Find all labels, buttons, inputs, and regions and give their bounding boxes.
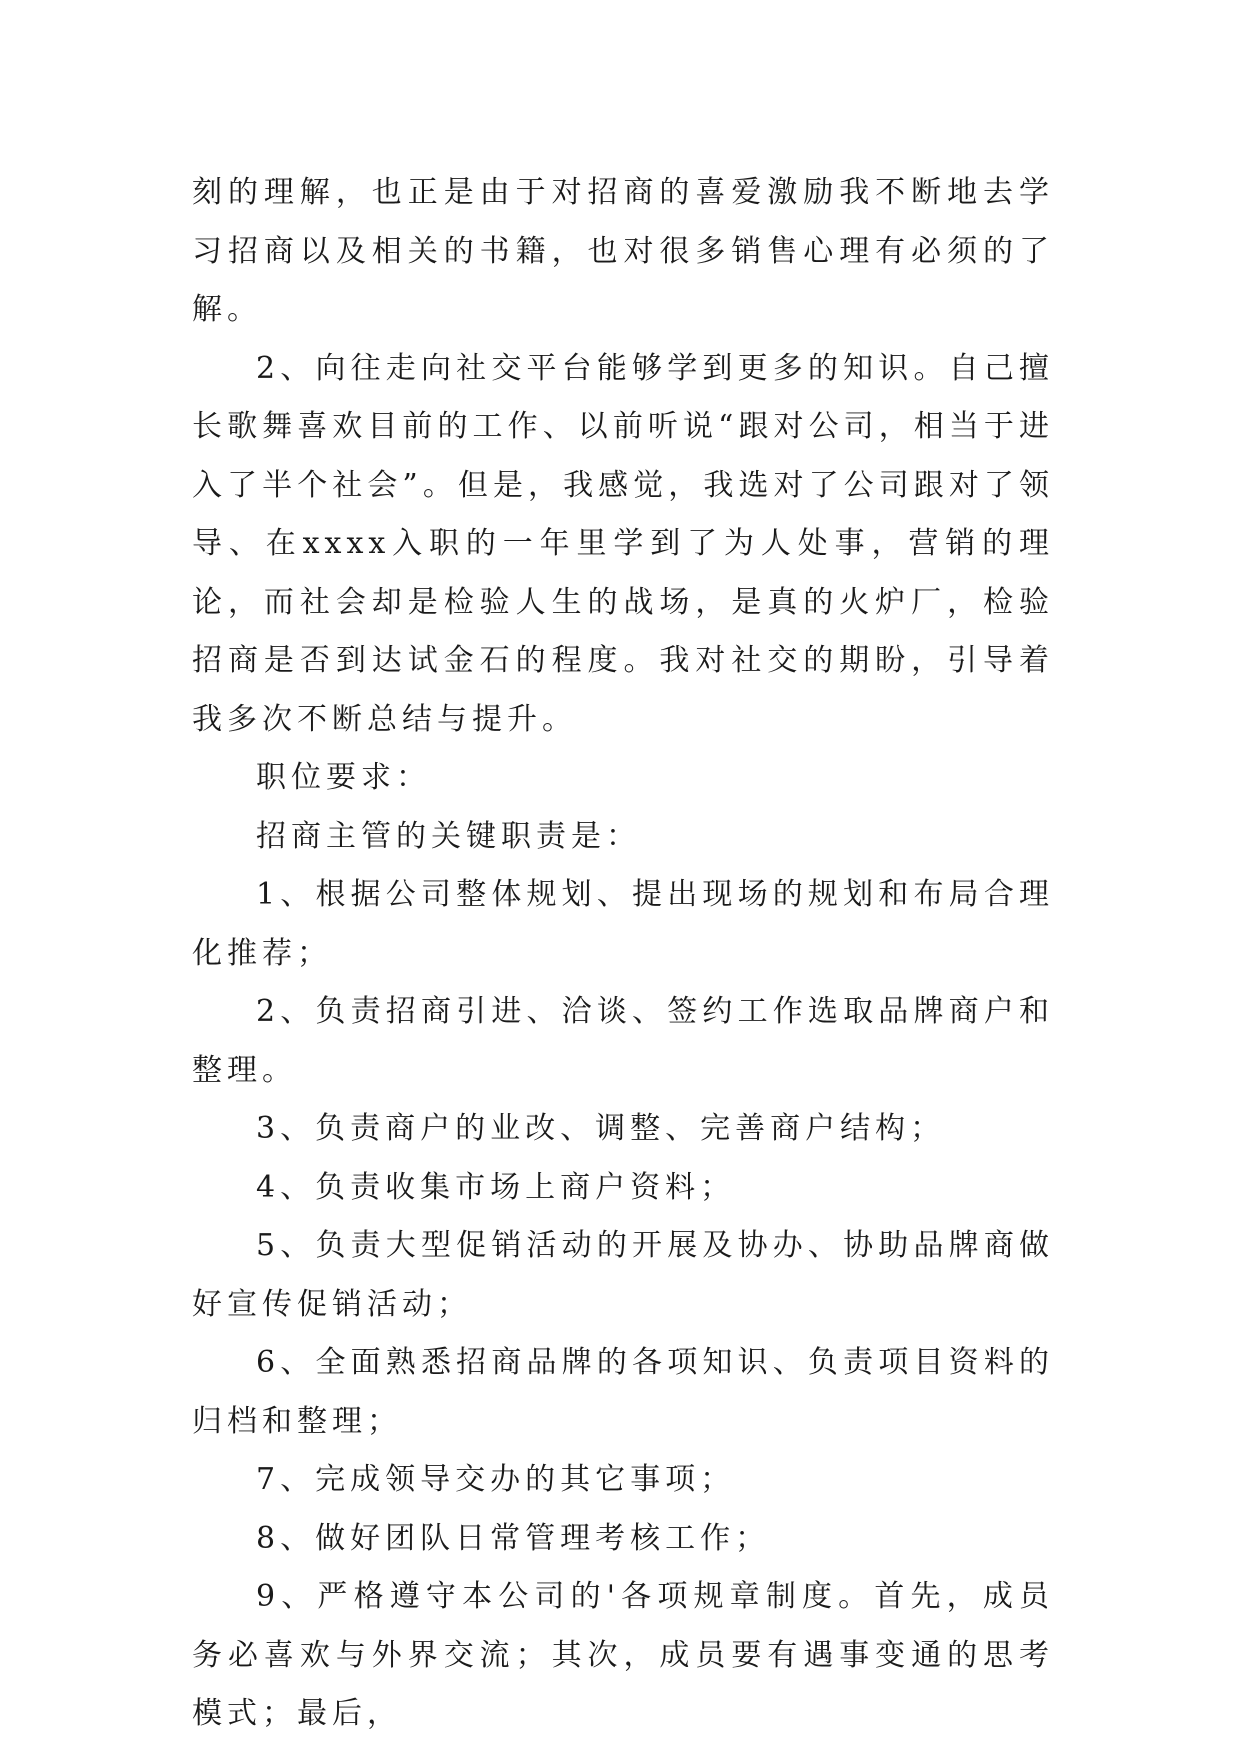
list-item: 6、全面熟悉招商品牌的各项知识、负责项目资料的归档和整理； <box>192 1345 1054 1439</box>
section-heading: 职位要求： <box>256 760 431 795</box>
list-item: 3、负责商户的业改、调整、完善商户结构； <box>256 1111 946 1146</box>
list-item: 8、做好团队日常管理考核工作； <box>256 1520 771 1556</box>
list-item: 1、根据公司整体规划、提出现场的规划和布局合理化推荐； <box>192 877 1054 971</box>
paragraph: 刻的理解，也正是由于对招商的喜爱激励我不断地去学习招商以及相关的书籍，也对很多销售心理有必须的了解。 <box>192 175 1054 327</box>
document-body <box>192 164 1054 1744</box>
paragraph: 2、向往走向社交平台能够学到更多的知识。自己擅长歌舞喜欢目前的工作、以前听说“跟对公司，相当于进入了半个社会”。但是，我感觉，我选对了公司跟对了领导、在xxxx入职的一年里学到了为人处事，营销的理论，而社会却是检验人生的战场，是真的火炉厂，检验招商是否到达试金石的程度。我对社交的期盼，引导着我多次不断总结与提升。 <box>192 350 1054 737</box>
list-item: 7、完成领导交办的其它事项； <box>256 1462 736 1497</box>
list-item: 9、严格遵守本公司的'各项规章制度。首先，成员务必喜欢与外界交流；其次，成员要有遇事变通的思考模式；最后， <box>192 1579 1054 1731</box>
list-item: 4、负责收集市场上商户资料； <box>256 1169 736 1205</box>
list-item: 2、负责招商引进、洽谈、签约工作选取品牌商户和整理。 <box>192 994 1054 1088</box>
list-item: 5、负责大型促销活动的开展及协办、协助品牌商做好宣传促销活动； <box>192 1228 1054 1322</box>
paragraph: 招商主管的关键职责是： <box>256 818 641 854</box>
